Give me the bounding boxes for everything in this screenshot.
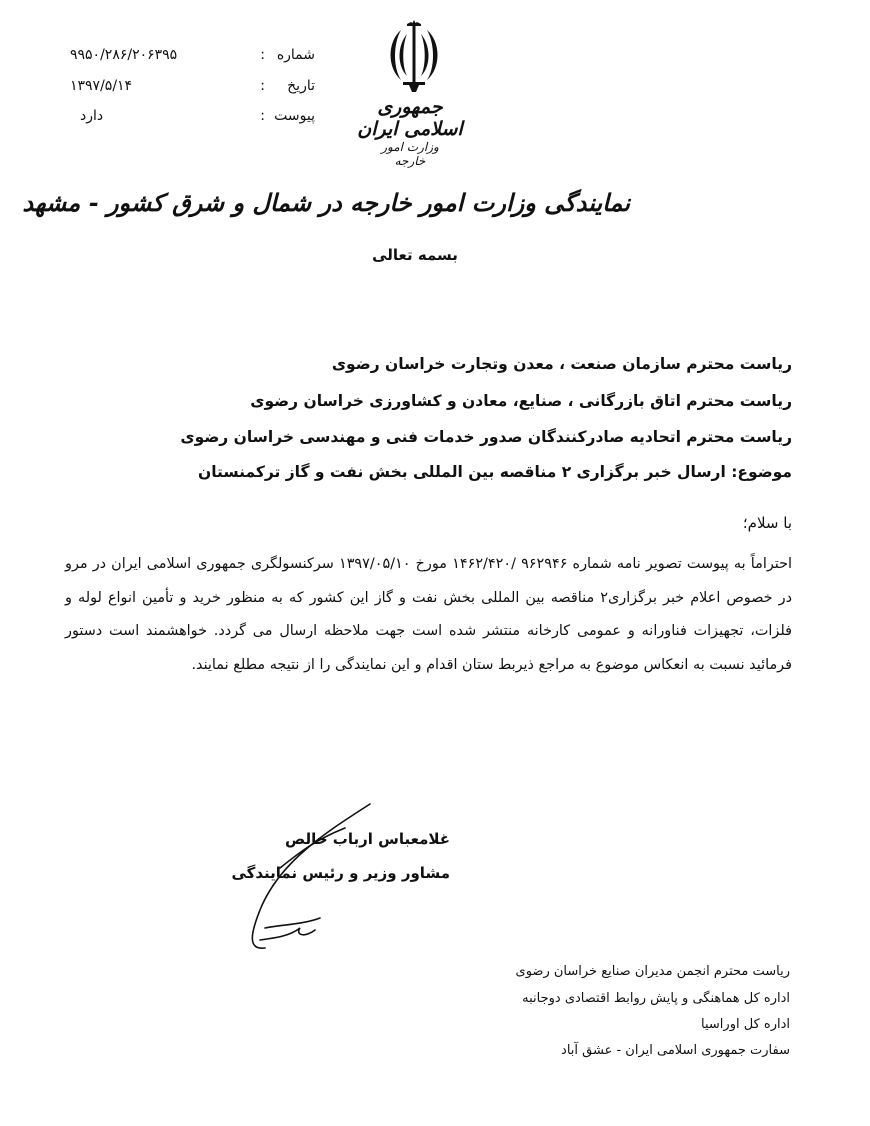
attachment-colon: : [260, 108, 265, 124]
country-heading: جمهوری اسلامی ایران [357, 96, 463, 140]
attachment-label: پیوست [274, 108, 315, 124]
greeting: با سلام؛ [742, 514, 792, 532]
date-label: تاریخ [287, 78, 315, 94]
letter-body: احتراماً به پیوست تصویر نامه شماره ۹۶۲۹۴۶ /۱۴۶۲/۴۲۰ مورخ ۱۳۹۷/۰۵/۱۰ سرکنسولگری جمهوری اسلامی ایران در مرو در خصوص اعلام خبر برگزاری۲ مناقصه بین المللی بخش نفت و گاز این کشور که به منظور خرید و تأمین انواع لوله و فلزات، تجهیزات فناورانه و عمومی کارخانه منتشر شده است جهت ملاحظه ارسال می گردد. خواهشمند است دستور فرمائید نسبت به انعکاس موضوع به مراجع ذیربط ستان اقدام و این نمایندگی را از نتیجه مطلع نمایند. [65, 556, 792, 673]
cc-item: ریاست محترم انجمن مدیران صنایع خراسان رضوی [515, 964, 790, 979]
ministry-heading: وزارت امور خارجه [381, 140, 439, 168]
iran-emblem-icon [385, 18, 443, 98]
invocation: بسمه تعالی [372, 246, 458, 264]
subject-line: موضوع: ارسال خبر برگزاری ۲ مناقصه بین المللی بخش نفت و گاز ترکمنستان [197, 463, 792, 481]
letter-date-row [70, 78, 315, 100]
cc-item: اداره کل هماهنگی و پایش روابط اقتصادی دوجانبه [522, 991, 790, 1006]
number-colon: : [260, 47, 265, 63]
attachment-value: دارد [80, 108, 104, 124]
letter-attachment-row [70, 108, 315, 130]
date-colon: : [260, 78, 265, 94]
number-value: ۹۹۵۰/۲۸۶/۲۰۶۳۹۵ [70, 47, 178, 63]
date-value: ۱۳۹۷/۵/۱۴ [70, 78, 133, 94]
signatory-title: مشاور وزیر و رئیس نمایندگی [231, 864, 450, 882]
recipient-line: ریاست محترم اتحادیه صادرکنندگان صدور خدمات فنی و مهندسی خراسان رضوی [180, 428, 792, 446]
letter-number-row [70, 47, 315, 69]
cc-item: سفارت جمهوری اسلامی ایران - عشق آباد [561, 1043, 790, 1058]
recipient-line: ریاست محترم اتاق بازرگانی ، صنایع، معادن و کشاورزی خراسان رضوی [250, 392, 792, 410]
number-label: شماره [276, 47, 315, 63]
office-heading: نمایندگی وزارت امور خارجه در شمال و شرق کشور - مشهد [22, 188, 630, 217]
signatory-name: غلامعباس ارباب خالص [285, 830, 450, 848]
recipient-line: ریاست محترم سازمان صنعت ، معدن وتجارت خراسان رضوی [331, 355, 792, 373]
cc-item: اداره کل اوراسیا [701, 1017, 790, 1032]
